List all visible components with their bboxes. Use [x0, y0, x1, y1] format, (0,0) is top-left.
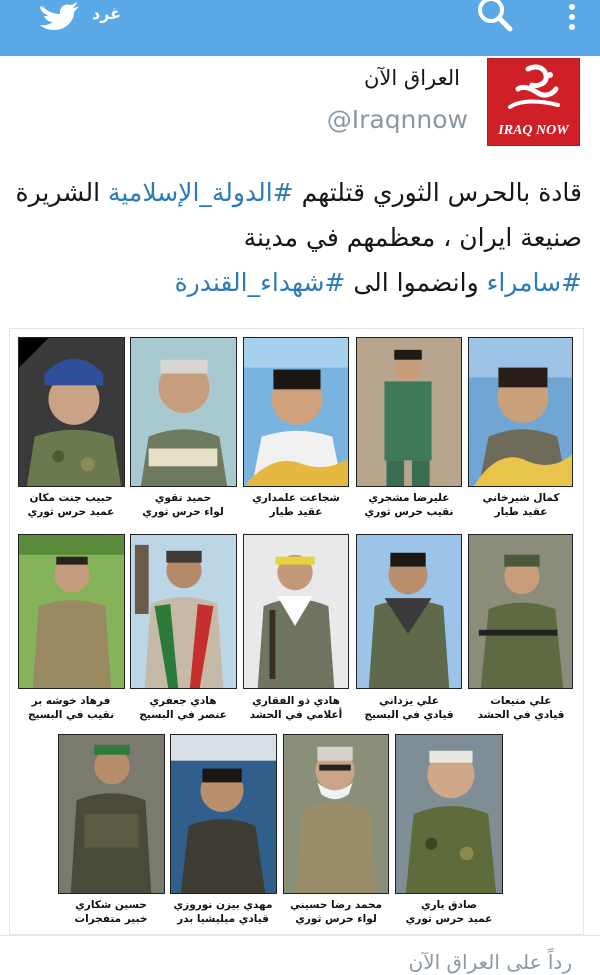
more-vertical-icon[interactable] — [562, 2, 582, 36]
person-rank: أعلامي في الحشد — [249, 709, 343, 721]
person-rank: عقيد طيار — [269, 506, 323, 518]
display-name[interactable]: العراق الآن — [364, 66, 460, 90]
compose-button[interactable]: غرد — [92, 4, 122, 23]
person-name: عليرضا مشجري — [368, 492, 450, 504]
portrait-photo — [243, 337, 349, 487]
person-name: حسين شكاري — [75, 899, 147, 911]
tweet-text — [12, 170, 582, 305]
person-name: كمال شيرخاني — [482, 492, 560, 504]
person-name: علي يزداني — [379, 695, 439, 707]
person-rank: نقيب في البسيج — [27, 709, 115, 721]
person-caption — [393, 898, 505, 926]
top-bar — [0, 0, 600, 56]
person-name: صادق ياري — [420, 899, 478, 911]
portrait-photo — [130, 337, 237, 487]
portrait-photo — [18, 534, 125, 689]
portrait-photo — [356, 337, 462, 487]
person-rank: عميد حرس ثوري — [27, 506, 115, 518]
person-caption — [353, 491, 465, 519]
person-caption — [127, 694, 239, 722]
tweet-text-segment: الشريرة — [15, 178, 108, 207]
person-caption — [465, 694, 577, 722]
portrait-photo — [58, 734, 165, 894]
divider — [0, 935, 600, 936]
portrait-photo — [18, 337, 125, 487]
tweet-text-segment: وانضموا الى — [345, 268, 487, 297]
person-caption — [15, 694, 127, 722]
person-rank: قيادي ميليشيا بدر — [177, 913, 269, 925]
portrait-photo — [170, 734, 277, 894]
portrait-photo — [468, 534, 573, 689]
portrait-photo — [356, 534, 462, 689]
person-caption — [280, 898, 392, 926]
person-name: فرهاد خوشه بر — [31, 695, 111, 707]
person-caption — [167, 898, 279, 926]
hashtag-link[interactable]: #الدولة_الإسلامية — [107, 178, 294, 207]
handle[interactable]: @Iraqnnow — [326, 105, 468, 134]
person-name: مهدي بيزن نوروزي — [173, 899, 273, 911]
person-name: هادي جعفري — [149, 695, 217, 707]
person-name: محمد رضا حسيني — [289, 899, 383, 911]
tweet-text-segment: قادة بالحرس الثوري قتلتهم — [293, 178, 582, 207]
person-rank: خبير متفجرات — [74, 913, 148, 925]
person-caption — [353, 694, 465, 722]
person-caption — [15, 491, 127, 519]
person-rank: عميد حرس ثوري — [405, 913, 493, 925]
search-icon[interactable] — [474, 0, 514, 34]
person-name: هادي ذو الفقاري — [252, 695, 340, 707]
avatar-logo-text: IRAQ NOW — [498, 123, 569, 138]
portrait-photo — [283, 734, 389, 894]
person-rank: نقيب حرس ثوري — [364, 506, 454, 518]
reply-to-label[interactable]: رداً على العراق الآن — [408, 950, 572, 974]
hashtag-link[interactable]: #شهداء_القندرة — [174, 268, 346, 297]
avatar[interactable] — [487, 58, 580, 146]
person-caption — [55, 898, 167, 926]
hashtag-link[interactable]: #سامراء — [486, 268, 582, 297]
portrait-photo — [468, 337, 573, 487]
person-rank: قيادي في البسيج — [364, 709, 454, 721]
portrait-photo — [395, 734, 503, 894]
person-caption — [240, 491, 352, 519]
person-rank: قيادي في الحشد — [477, 709, 565, 721]
person-rank: عنصر في البسيج — [139, 709, 227, 721]
person-caption — [127, 491, 239, 519]
person-name: شجاعت علمداري — [252, 492, 340, 504]
twitter-bird-icon[interactable] — [38, 0, 82, 30]
person-name: حبيب جنت مكان — [29, 492, 113, 504]
portrait-photo — [243, 534, 349, 689]
person-name: علي منيعات — [490, 695, 552, 707]
person-caption — [465, 491, 577, 519]
person-rank: لواء حرس ثوري — [142, 506, 224, 518]
tweet-media-image[interactable] — [9, 328, 584, 935]
person-rank: عقيد طيار — [494, 506, 548, 518]
person-caption — [240, 694, 352, 722]
person-rank: لواء حرس ثوري — [295, 913, 377, 925]
person-name: حميد تقوي — [154, 492, 212, 504]
tweet-text-segment: صنيعة ايران ، معظمهم في مدينة — [243, 223, 582, 252]
portrait-photo — [130, 534, 237, 689]
